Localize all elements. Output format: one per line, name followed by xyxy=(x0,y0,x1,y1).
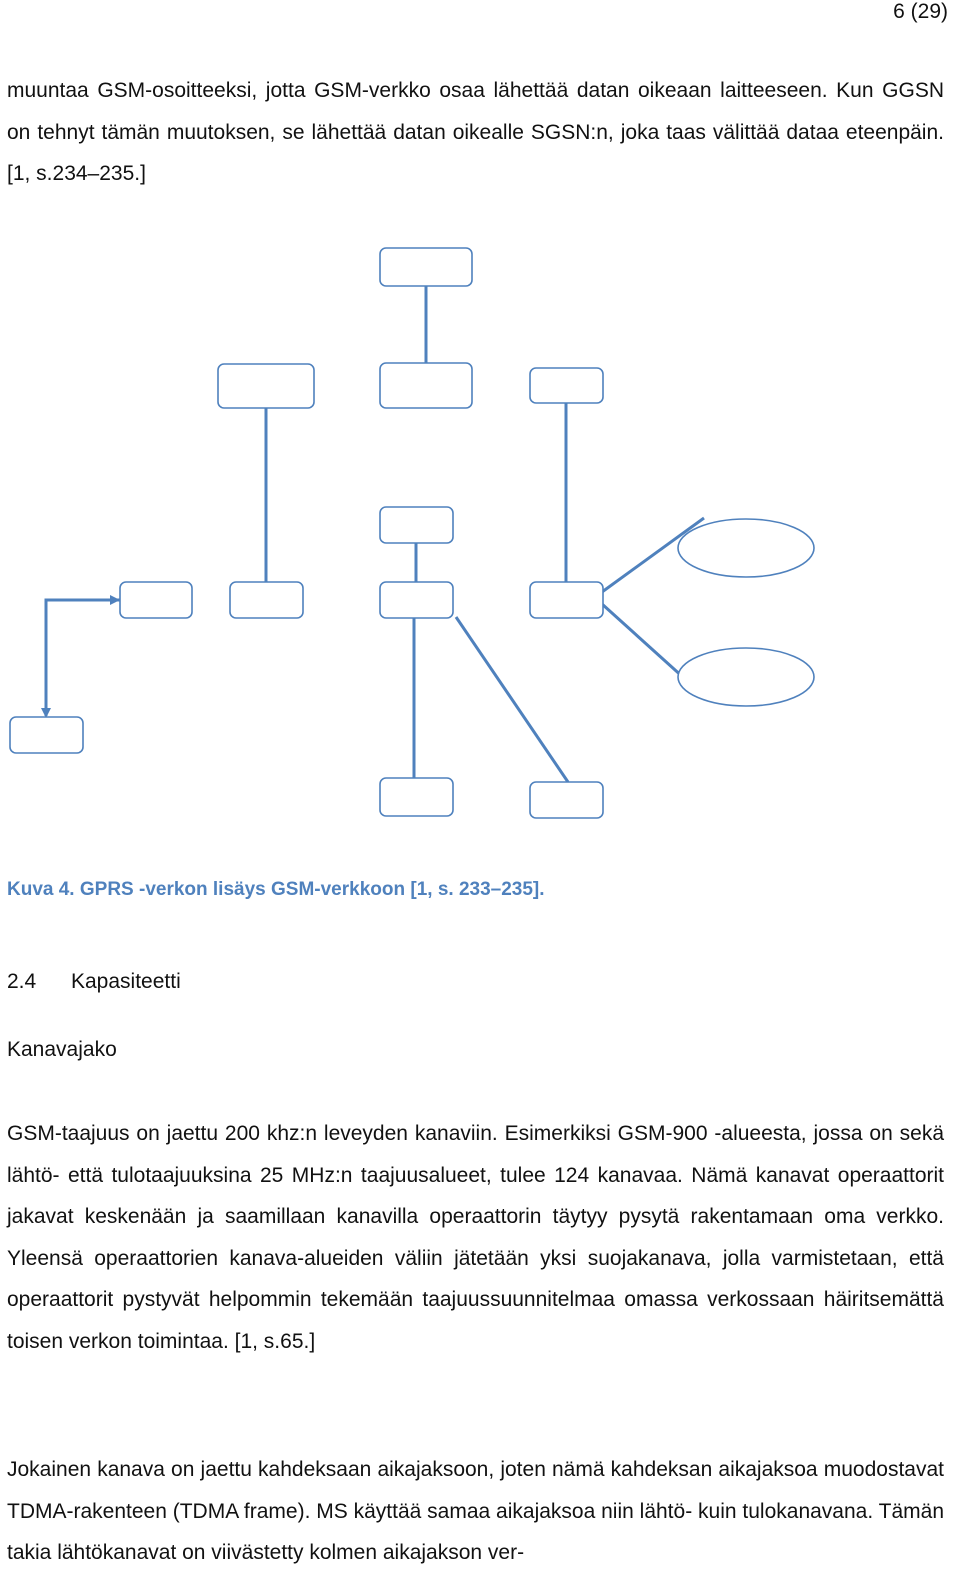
section-number: 2.4 xyxy=(7,970,37,993)
subsection-heading: Kanavajako xyxy=(7,1038,117,1061)
body-paragraph: Jokainen kanava on jaettu kahdeksaan aikajaksoon, joten nämä kahdeksan aikajaksoa muodostavat TDMA-rakenteen (TDMA frame). MS käyttää samaa aikajaksoa niin lähtö- kuin tulokanavana. Tämän takia lähtökanavat on viivästetty kolmen aikajakson ver- xyxy=(7,1458,944,1564)
network-node-box xyxy=(530,368,603,403)
network-node-box xyxy=(380,248,472,286)
intro-paragraph: muuntaa GSM-osoitteeksi, jotta GSM-verkko osaa lähettää datan oikeaan laitteeseen. Kun GGSN on tehnyt tämän muutoksen, se lähettää datan oikealle SGSN:n, joka taas välittää dataa eteenpäin. [1, s.234–235.] xyxy=(7,79,944,185)
connector-line xyxy=(46,600,120,714)
section-heading xyxy=(7,968,181,996)
network-node-box xyxy=(380,507,453,543)
network-node-box xyxy=(530,782,603,818)
page-number: 6 (29) xyxy=(893,0,948,23)
network-node-ellipse xyxy=(678,519,814,577)
connector-line xyxy=(456,617,568,782)
network-node-box xyxy=(380,778,453,816)
section-title: Kapasiteetti xyxy=(71,970,181,993)
network-node-box xyxy=(218,364,314,408)
network-node-ellipse xyxy=(678,648,814,706)
network-node-box xyxy=(380,582,453,618)
network-node-box xyxy=(230,582,303,618)
network-node-box xyxy=(120,582,192,618)
network-node-box xyxy=(10,717,83,753)
body-paragraph: GSM-taajuus on jaettu 200 khz:n leveyden kanaviin. Esimerkiksi GSM-900 -alueesta, jossa on sekä lähtö- että tulotaajuuksina 25 MHz:n taajuusalueet, tulee 124 kanavaa. Nämä kanavat operaattorit jakavat keskenään ja saamillaan kanavilla operaattorin täytyy pysytä rakentamaan oma verkko. Yleensä operaattorien kanava-alueiden väliin jätetään yksi suojakanava, jolla varmistetaan, että operaattorit pystyvät helpommin tekemään taajuussuunnitelmaa omassa verkossaan häiritsemättä toisen verkon toimintaa. [1, s.65.] xyxy=(7,1122,944,1353)
figure-caption: Kuva 4. GPRS -verkon lisäys GSM-verkkoon [1, s. 233–235]. xyxy=(7,879,545,900)
network-node-box xyxy=(530,582,603,618)
gprs-network-diagram xyxy=(0,240,960,840)
network-node-box xyxy=(380,363,472,408)
